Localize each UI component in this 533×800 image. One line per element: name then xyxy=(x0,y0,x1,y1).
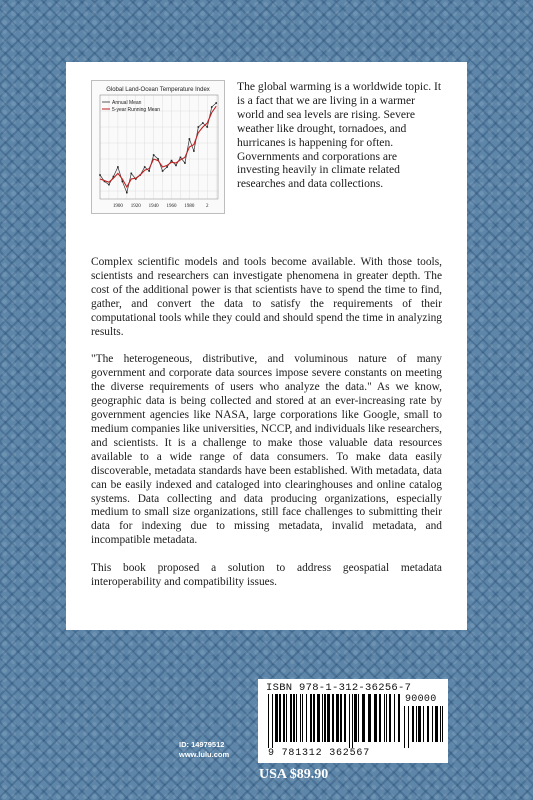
barcode-bar xyxy=(279,694,281,742)
annual-mean-point xyxy=(166,166,168,168)
barcode-bar xyxy=(313,694,315,742)
paragraph-data-sources: "The heterogeneous, distributive, and voluminous nature of many government and corporate data sources impose severe constants on meeting the diverse requirements of users who analyze the data." As we know, geographic data is being collected and stored at an ever-increasing rate by government agencies like NASA, large corporations like Google, small to medium companies like universities, NCCP, and individuals like researchers, and scientists. It is a challenge to make those valuable data resources available to a wide range of data consumers. To make data easily discoverable, metadata standards have been established. With metadata, data can be easily indexed and cataloged into clearinghouses and online catalog systems. Data collecting and data producing organizations, especially medium to small size organizations, still face challenges to submitting their data for indexing due to missing metadata, invalid metadata, and incompatible metadata. xyxy=(91,353,442,547)
chart-series xyxy=(99,102,217,193)
series-annual-mean xyxy=(100,103,216,193)
lulu-site: www.lulu.com xyxy=(179,750,230,759)
barcode-bar xyxy=(389,694,391,742)
barcode-bar xyxy=(344,694,346,742)
barcode-bar xyxy=(423,706,424,742)
barcode-main-bars xyxy=(268,694,400,748)
barcode-bar xyxy=(317,694,320,742)
annual-mean-point xyxy=(193,150,195,152)
annual-mean-point xyxy=(171,160,173,162)
annual-mean-point xyxy=(184,162,186,164)
barcode-price-code: 90000 xyxy=(405,694,437,705)
annual-mean-point xyxy=(148,170,150,172)
annual-mean-point xyxy=(130,173,132,175)
annual-mean-point xyxy=(153,154,155,156)
barcode-bar xyxy=(296,694,297,742)
temperature-chart xyxy=(92,81,224,213)
annual-mean-point xyxy=(99,174,101,176)
barcode-bar xyxy=(272,694,273,748)
barcode-bar xyxy=(268,694,269,748)
barcode-bar xyxy=(427,706,429,742)
annual-mean-point xyxy=(202,122,204,124)
price-label: USA $89.90 xyxy=(259,767,329,782)
legend-running-label: 5-year Running Mean xyxy=(112,107,161,113)
barcode-bar xyxy=(293,694,295,742)
barcode-bar xyxy=(349,694,350,748)
barcode-bar xyxy=(416,706,417,742)
barcode-bar xyxy=(354,694,357,742)
barcode-bar xyxy=(408,706,409,748)
legend-annual-label: Annual Mean xyxy=(112,100,142,106)
annual-mean-point xyxy=(157,158,159,160)
annual-mean-point xyxy=(117,166,119,168)
barcode-bar xyxy=(394,694,395,742)
barcode-bar xyxy=(352,694,353,748)
annual-mean-point xyxy=(126,192,128,194)
chart-title: Global Land-Ocean Temperature Index xyxy=(106,87,210,93)
barcode-bar xyxy=(418,706,421,742)
back-cover-text-panel xyxy=(66,62,467,630)
intro-paragraph: The global warming is a worldwide topic. It is a fact that we are living in a warmer world and sea levels are rising. Severe weather like drought, tornadoes, and hurricanes is happening for often. Governments and corporations are investing heavily in climate related researches and data collections. xyxy=(237,80,442,191)
annual-mean-point xyxy=(215,102,217,104)
annual-mean-point xyxy=(162,170,164,172)
annual-mean-point xyxy=(175,165,177,167)
temperature-chart-figure xyxy=(91,80,225,214)
barcode-bar xyxy=(440,706,441,742)
barcode-bar xyxy=(432,706,433,742)
x-tick-label: 2 xyxy=(206,204,209,209)
intro-section xyxy=(91,80,442,214)
barcode-bar xyxy=(374,694,377,742)
barcode-bar xyxy=(368,694,371,742)
x-tick-label: 1980 xyxy=(184,204,195,209)
annual-mean-point xyxy=(180,157,182,159)
barcode-bar xyxy=(275,694,278,742)
barcode-bar xyxy=(412,706,414,742)
annual-mean-point xyxy=(144,166,146,168)
barcode-bar xyxy=(442,706,443,742)
x-tick-label: 1960 xyxy=(166,204,177,209)
x-tick-label: 1920 xyxy=(130,204,141,209)
chart-x-ticks xyxy=(113,204,209,209)
barcode-bar xyxy=(379,694,381,742)
barcode-bar xyxy=(327,694,330,742)
barcode-bar xyxy=(286,694,287,742)
barcode-bar xyxy=(404,706,405,748)
barcode-bar xyxy=(340,694,342,742)
barcode-bar xyxy=(386,694,387,742)
barcode-bar xyxy=(306,694,307,742)
barcode-addon-bars xyxy=(404,706,444,748)
barcode-digits: 9 781312 362567 xyxy=(268,748,371,759)
isbn-label: ISBN 978-1-312-36256-7 xyxy=(266,682,412,694)
annual-mean-point xyxy=(211,106,213,108)
barcode-bar xyxy=(435,706,438,742)
annual-mean-point xyxy=(108,184,110,186)
isbn-barcode xyxy=(258,679,448,763)
barcode-bar xyxy=(332,694,334,742)
annual-mean-point xyxy=(206,126,208,128)
barcode-bar xyxy=(290,694,292,742)
barcode-bar xyxy=(283,694,285,742)
x-tick-label: 1940 xyxy=(148,204,159,209)
barcode-bar xyxy=(362,694,365,742)
x-tick-label: 1900 xyxy=(112,204,123,209)
barcode-bar xyxy=(398,694,400,742)
barcode-bar xyxy=(358,694,359,742)
annual-mean-point xyxy=(189,138,191,140)
barcode-bar xyxy=(300,694,301,742)
paragraph-solution: This book proposed a solution to address geospatial metadata interoperability and compatibility issues. xyxy=(91,562,442,589)
paragraph-models: Complex scientific models and tools become available. With those tools, scientists and researchers can investigate phenomena in greater depth. The cost of the additional power is that scientists have to spend the time to find, gather, and convert the data to satisfy the requirements of their computational tools while they could and should spend the time in analyzing results. xyxy=(91,256,442,338)
barcode-bar xyxy=(322,694,323,742)
annual-mean-point xyxy=(198,126,200,128)
barcode-bar xyxy=(324,694,326,742)
barcode-bar xyxy=(302,694,303,742)
lulu-id: ID: 14979512 xyxy=(179,740,225,749)
barcode-bar xyxy=(336,694,339,742)
barcode-bar xyxy=(310,694,312,742)
barcode-bar xyxy=(384,694,385,742)
